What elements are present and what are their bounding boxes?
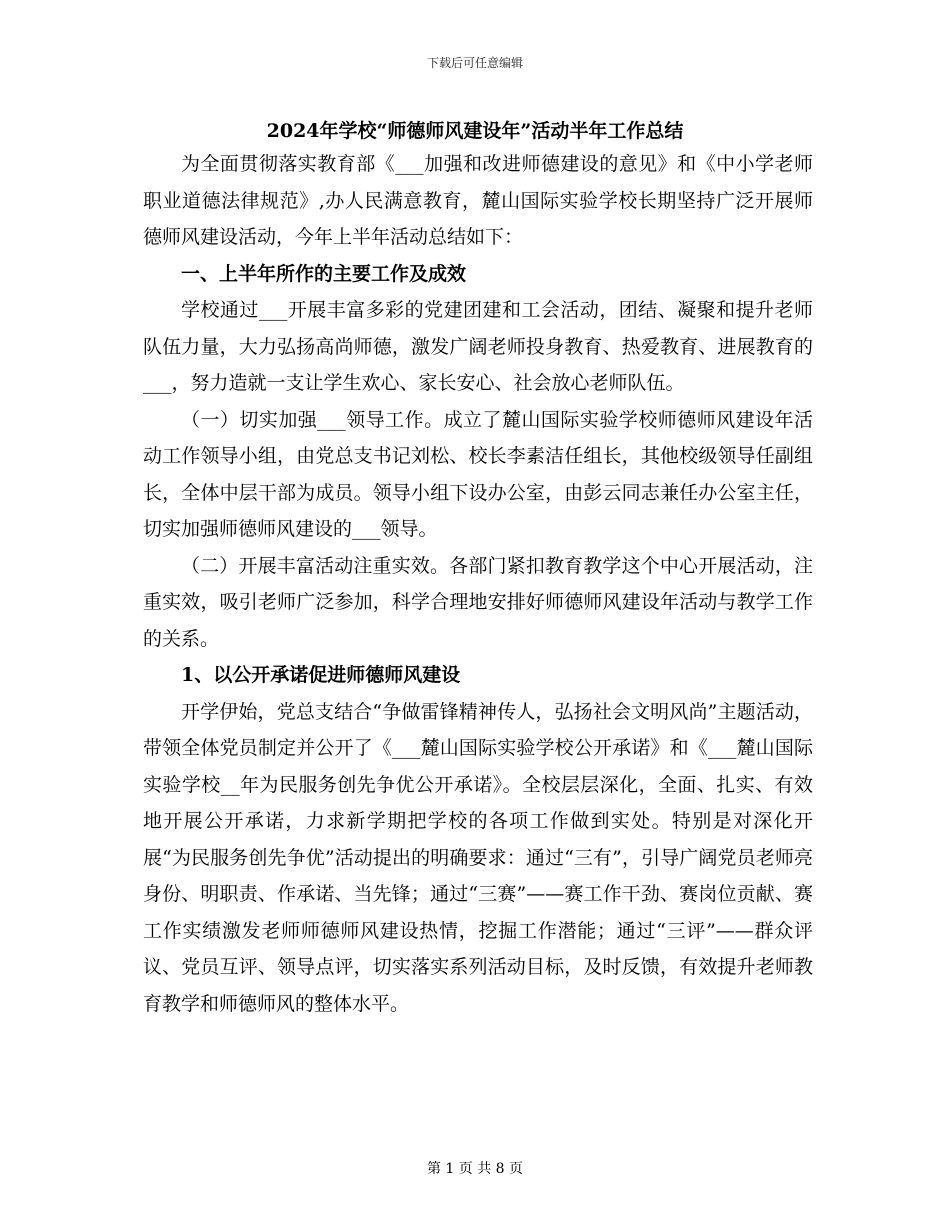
section-heading: 一、上半年所作的主要工作及成效 [181,262,467,285]
document-body [143,146,813,1022]
body-paragraph: 学校通过___开展丰富多彩的党建团建和工会活动，团结、凝聚和提升老师队伍力量，大力弘扬高尚师德，激发广阔老师投身教育、热爱教育、进展教育的___，努力造就一支让学生欢心、家长安心、社会放心老师队伍。 [143,299,813,394]
body-paragraph: （一）切实加强___领导工作。成立了麓山国际实验学校师德师风建设年活动工作领导小组，由党总支书记刘松、校长李素洁任组长，其他校级领导任副组长，全体中层干部为成员。领导小组下设办公室，由彭云同志兼任办公室主任，切实加强师德师风建设的___领导。 [143,408,813,540]
body-paragraph: （二）开展丰富活动注重实效。各部门紧扣教育教学这个中心开展活动，注重实效，吸引老师广泛参加，科学合理地安排好师德师风建设年活动与教学工作的关系。 [143,554,813,650]
subsection-heading: 1、以公开承诺促进师德师风建设 [181,664,461,686]
page-header: 下载后可任意编辑 [426,56,523,70]
page-footer: 第 1 页 共 8 页 [426,1161,524,1177]
intro-paragraph: 为全面贯彻落实教育部《___加强和改进师德建设的意见》和《中小学老师职业道德法律规范》,办人民满意教育，麓山国际实验学校长期坚持广泛开展师德师风建设活动，今年上半年活动总结如下： [143,153,813,248]
document-title: 2024年学校“师德师风建设年”活动半年工作总结 [266,120,684,142]
body-paragraph: 开学伊始，党总支结合“争做雷锋精神传人，弘扬社会文明风尚”主题活动，带领全体党员制定并公开了《___麓山国际实验学校公开承诺》和《___麓山国际实验学校__年为民服务创先争优公开承诺》。全校层层深化，全面、扎实、有效地开展公开承诺，力求新学期把学校的各项工作做到实处。特别是对深化开展“为民服务创先争优”活动提出的明确要求：通过“三有”，引导广阔党员老师亮身份、明职责、作承诺、当先锋；通过“三赛”——赛工作干劲、赛岗位贡献、赛工作实绩激发老师师德师风建设热情，挖掘工作潜能；通过“三评”——群众评议、党员互评、领导点评，切实落实系列活动目标，及时反馈，有效提升老师教育教学和师德师风的整体水平。 [143,700,813,1015]
